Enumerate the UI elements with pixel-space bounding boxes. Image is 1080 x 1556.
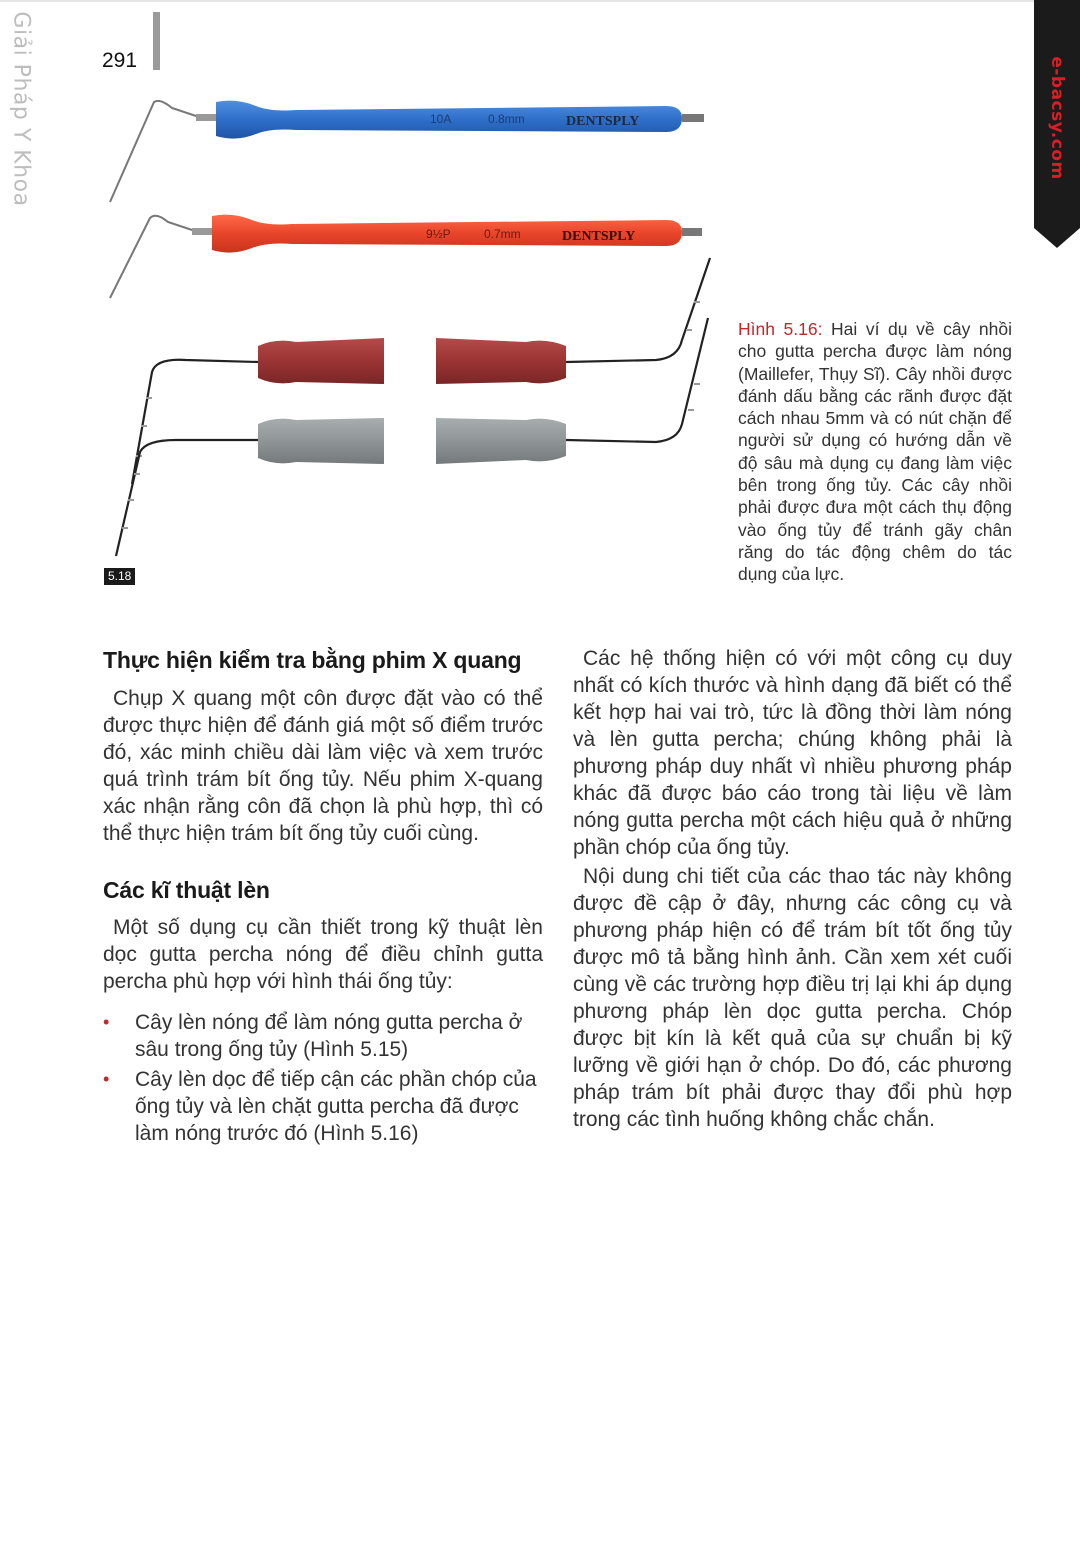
- right-column: [573, 645, 1012, 1133]
- heading-condensation-techniques: Các kĩ thuật lèn: [103, 877, 270, 903]
- page-number: 291: [102, 49, 138, 72]
- blue-tip-label: 0.8mm: [488, 112, 525, 126]
- top-border: [0, 0, 1080, 2]
- instrument-blue: [110, 101, 704, 202]
- plugger-dark-red-right: [436, 258, 710, 384]
- bullet-icon: •: [103, 1069, 110, 1089]
- list-item: [103, 1009, 543, 1063]
- brand-tab: [1034, 0, 1080, 250]
- plugger-grey-left: [116, 418, 384, 556]
- figure-number-label: 5.18: [104, 568, 135, 585]
- paragraph-xray: Chụp X quang một côn được đặt vào có thể được thực hiện để đánh giá một số điểm trước đó, xác minh chiều dài làm việc và xem trước quá trình trám bít ống tủy. Nếu phim X-quang xác nhận rằng côn đã chọn là phù hợp, thì có thể thực hiện trám bít ống tủy cuối cùng.: [103, 687, 543, 845]
- brand-text: e-bacsy.com: [1047, 56, 1067, 180]
- list-item: [103, 1066, 543, 1147]
- blue-size-label: 10A: [430, 112, 452, 126]
- instrument-illustration: [96, 80, 736, 590]
- instrument-list: [103, 1009, 543, 1147]
- figure-instruments: [96, 80, 736, 590]
- side-watermark-text: Giải Pháp Y Khoa: [8, 11, 34, 207]
- blue-brand-label: DENTSPLY: [566, 114, 640, 129]
- red-brand-label: DENTSPLY: [562, 229, 636, 244]
- caption-label: Hình 5.16:: [738, 319, 823, 339]
- heading-xray-check: Thực hiện kiểm tra bằng phim X quang: [103, 647, 522, 673]
- figure-caption: [738, 318, 1012, 586]
- list-item-text: Cây lèn nóng để làm nóng gutta percha ở sâu trong ống tủy (Hình 5.15): [135, 1011, 523, 1061]
- bullet-icon: •: [103, 1012, 110, 1032]
- red-tip-label: 0.7mm: [484, 227, 521, 241]
- side-watermark: [4, 11, 38, 207]
- paragraph-systems: Các hệ thống hiện có với một công cụ duy nhất có kích thước và hình dạng đã biết có thể kết hợp hai vai trò, tức là đồng thời làm nóng và lèn gutta percha; chúng không phải là phương pháp duy nhất vì nhiều phương pháp khác đã được báo cáo trong tài liệu về làm nóng gutta percha một cách hiệu quả ở những phần chóp của ống tủy.: [573, 647, 1012, 859]
- left-column: [103, 645, 543, 1150]
- instrument-red: [110, 215, 702, 298]
- red-size-label: 9½P: [426, 227, 451, 241]
- caption-text: Hai ví dụ về cây nhồi cho gutta percha được làm nóng (Maillefer, Thụy Sĩ). Cây nhồi được đánh dấu bằng các rãnh được đặt cách nhau 5mm và có nút chặn để người sử dụng có hướng dẫn về độ sâu mà dụng cụ đang làm việc bên trong ống tủy. Các cây nhồi phải được đưa một cách thụ động vào ống tủy để tránh gãy chân răng do tác động chêm do tác dụng của lực.: [738, 319, 1013, 585]
- paragraph-instruments: Một số dụng cụ cần thiết trong kỹ thuật lèn dọc gutta percha nóng để điều chỉnh gutta percha phù hợp với hình thái ống tủy:: [103, 916, 543, 993]
- paragraph-details: Nội dung chi tiết của các thao tác này không được đề cập ở đây, nhưng các công cụ và phương pháp hiện có để trám bít tốt ống tủy được mô tả bằng hình ảnh. Cần xem xét cuối cùng về các trường hợp điều trị lại khi áp dụng phương pháp lèn dọc gutta percha. Chóp được bịt kín là kết quả của sự chuẩn bị kỹ lưỡng về giới hạn ở chóp. Do đó, các phương pháp trám bít phải được thay đổi phù hợp trong các tình huống không chắc chắn.: [573, 865, 1012, 1131]
- page-number-bar: [153, 12, 160, 70]
- list-item-text: Cây lèn dọc để tiếp cận các phần chóp của ống tủy và lèn chặt gutta percha đã được làm nóng trước đó (Hình 5.16): [135, 1068, 537, 1145]
